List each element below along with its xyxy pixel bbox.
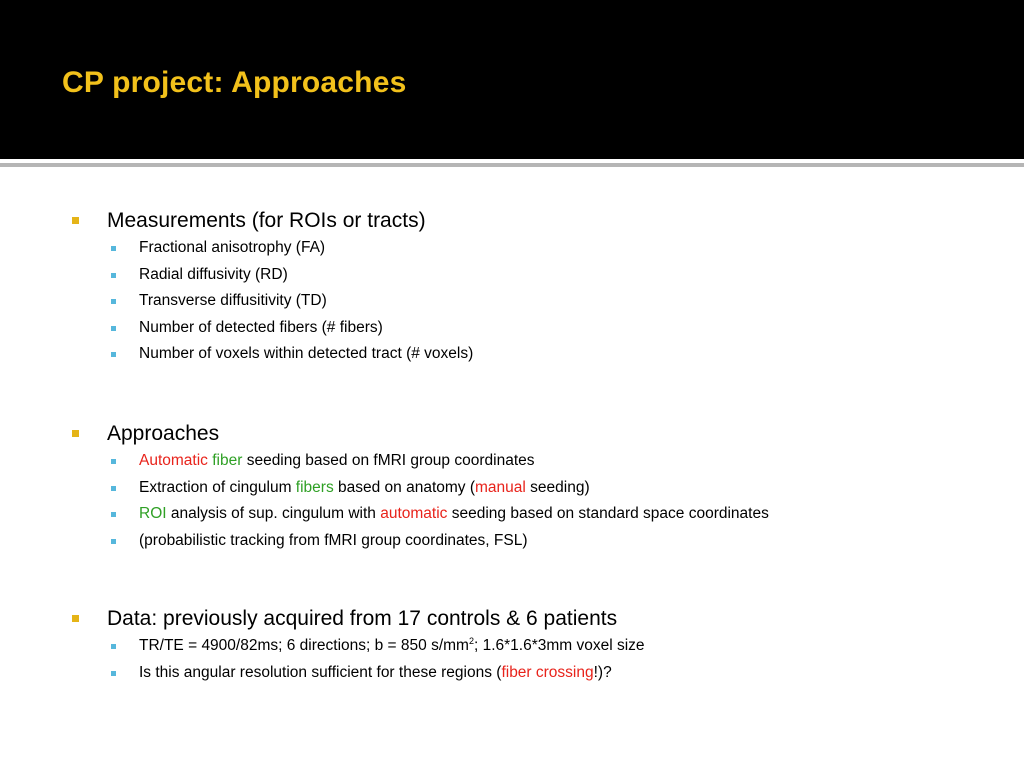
text-span: TR/TE = 4900/82ms; 6 directions; b = 850 s/mm bbox=[139, 637, 469, 654]
title-divider-gray bbox=[0, 163, 1024, 167]
list-item-text: Radial diffusivity (RD) bbox=[139, 265, 288, 283]
highlight-red: fiber crossing bbox=[501, 663, 594, 681]
text-span: !)? bbox=[593, 663, 612, 681]
highlight-green: ROI bbox=[139, 505, 167, 522]
square-bullet-icon bbox=[111, 299, 116, 304]
list-item bbox=[0, 636, 1024, 663]
square-bullet-icon bbox=[111, 459, 116, 464]
section-heading: Approaches bbox=[107, 422, 220, 445]
list-item bbox=[0, 344, 1024, 371]
list-item bbox=[0, 531, 1024, 558]
list-item-text: Number of detected fibers (# fibers) bbox=[139, 318, 383, 336]
list-item bbox=[0, 478, 1024, 505]
list-item-text bbox=[139, 478, 590, 498]
title-bar bbox=[0, 0, 1024, 159]
list-item-text: Number of voxels within detected tract (# voxels) bbox=[139, 345, 474, 362]
section-measurements bbox=[0, 208, 1024, 371]
square-bullet-icon bbox=[111, 644, 116, 649]
list-item-text bbox=[139, 663, 612, 683]
text-span: Is this angular resolution sufficient for these regions ( bbox=[139, 663, 502, 681]
text-span: Extraction of cingulum bbox=[139, 478, 296, 496]
square-bullet-icon bbox=[72, 217, 79, 224]
list-item bbox=[0, 291, 1024, 318]
section-approaches bbox=[0, 421, 1024, 557]
highlight-red: manual bbox=[475, 478, 526, 496]
highlight-red: Automatic bbox=[139, 452, 208, 469]
list-item bbox=[0, 504, 1024, 531]
square-bullet-icon bbox=[111, 671, 116, 676]
text-span: ; 1.6*1.6*3mm voxel size bbox=[473, 637, 645, 654]
section-heading: Data: previously acquired from 17 controls & 6 patients bbox=[107, 607, 618, 630]
list-item-text bbox=[139, 451, 535, 471]
list-item bbox=[0, 318, 1024, 345]
square-bullet-icon bbox=[111, 326, 116, 331]
section-data bbox=[0, 606, 1024, 689]
text-span: based on anatomy ( bbox=[333, 478, 476, 496]
text-span: seeding based on fMRI group coordinates bbox=[242, 452, 535, 469]
list-item bbox=[0, 451, 1024, 478]
square-bullet-icon bbox=[111, 246, 116, 251]
list-item-text: Transverse diffusitivity (TD) bbox=[139, 292, 327, 309]
text-span: seeding) bbox=[525, 478, 590, 496]
bullet-level1 bbox=[0, 421, 1024, 451]
highlight-red: automatic bbox=[380, 505, 448, 522]
square-bullet-icon bbox=[111, 539, 116, 544]
list-item-text: Fractional anisotrophy (FA) bbox=[139, 239, 326, 256]
highlight-green: fiber bbox=[212, 452, 243, 469]
square-bullet-icon bbox=[72, 615, 79, 622]
section-heading: Measurements (for ROIs or tracts) bbox=[107, 209, 426, 232]
highlight-green: fibers bbox=[295, 478, 334, 496]
list-item bbox=[0, 238, 1024, 265]
square-bullet-icon bbox=[111, 352, 116, 357]
list-item bbox=[0, 265, 1024, 292]
superscript: 2 bbox=[468, 635, 474, 646]
bullet-level1 bbox=[0, 606, 1024, 636]
square-bullet-icon bbox=[111, 273, 116, 278]
text-span: seeding based on standard space coordinates bbox=[447, 505, 769, 522]
text-span: analysis of sup. cingulum with bbox=[166, 505, 381, 522]
list-item-text: (probabilistic tracking from fMRI group coordinates, FSL) bbox=[139, 531, 528, 549]
bullet-level1 bbox=[0, 208, 1024, 238]
square-bullet-icon bbox=[72, 430, 79, 437]
slide-title: CP project: Approaches bbox=[62, 66, 407, 99]
list-item bbox=[0, 663, 1024, 690]
square-bullet-icon bbox=[111, 512, 116, 517]
list-item-text bbox=[139, 504, 769, 524]
square-bullet-icon bbox=[111, 486, 116, 491]
list-item-text bbox=[139, 636, 645, 656]
